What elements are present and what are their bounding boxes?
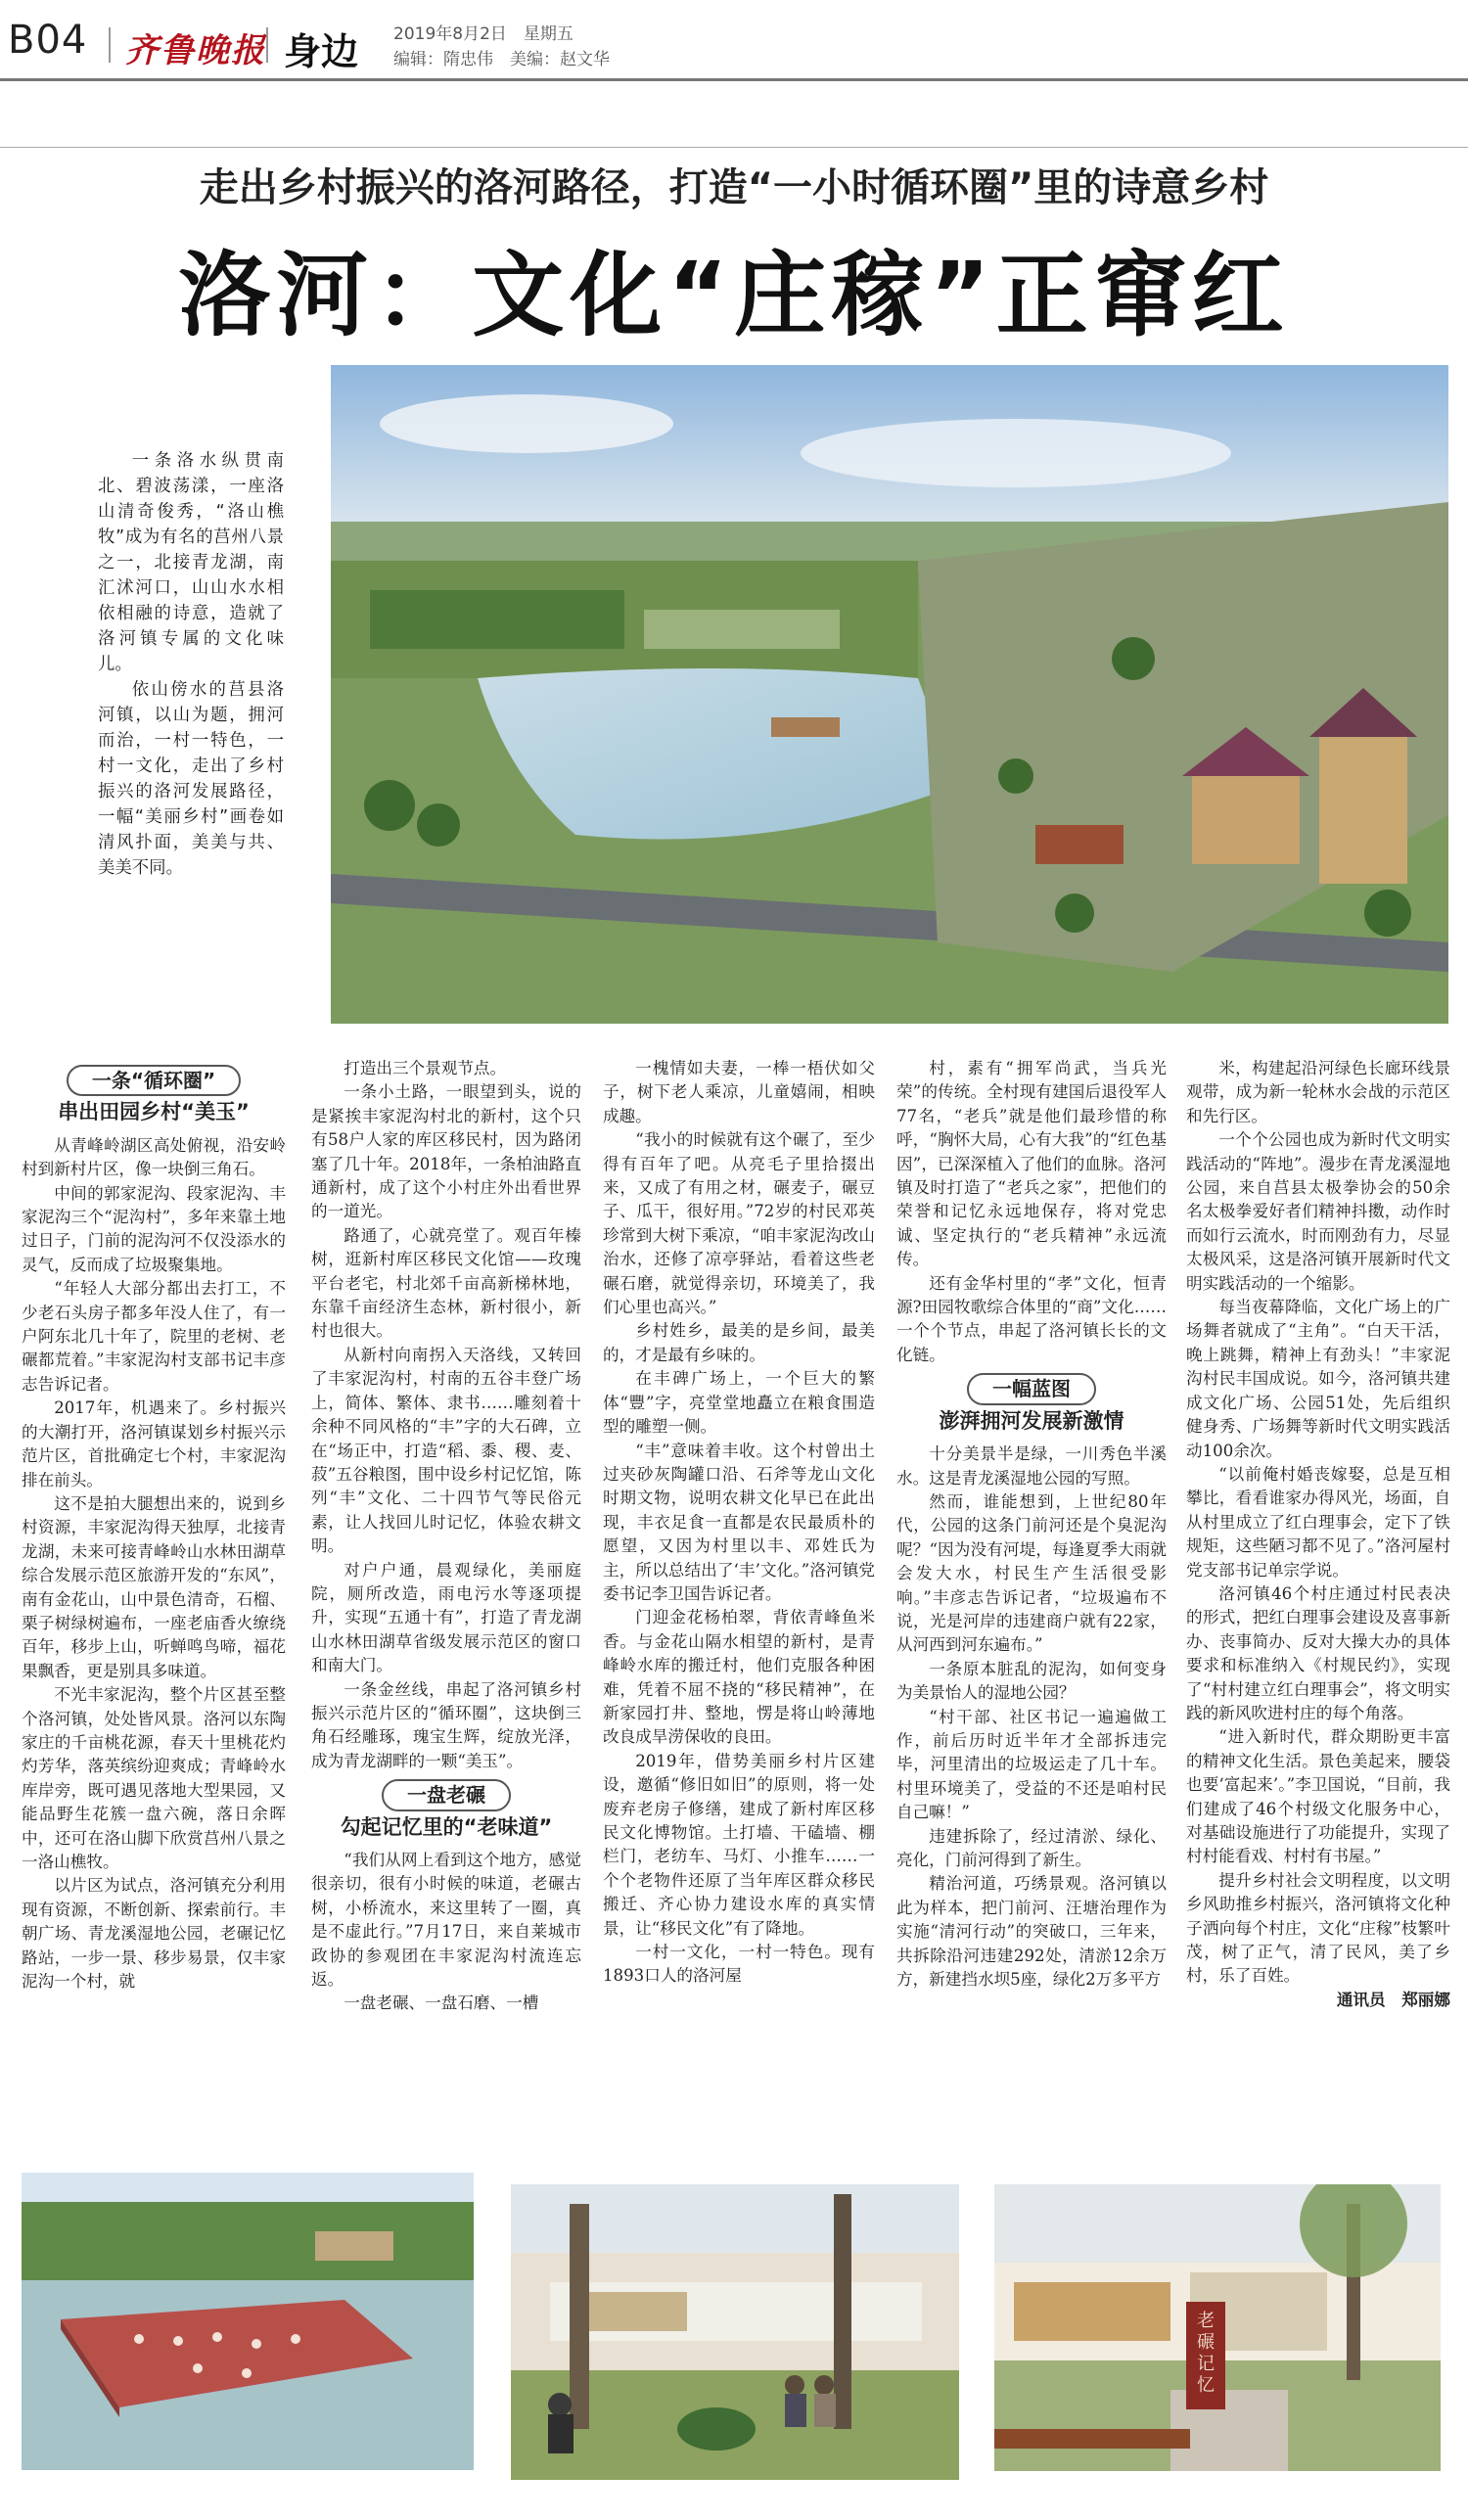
lead-paragraph: 依山傍水的莒县洛河镇，以山为题，拥河而治，一村一特色，一村一文化，走出了乡村振兴的洛河发展路径，一幅“美丽乡村”画卷如清风扑面，美美与共、美美不同。 [98,680,284,878]
body-paragraph: 十分美景半是绿，一川秀色半溪水。这是青龙溪湿地公园的写照。 [896,1444,1167,1488]
article-column-4 [896,1057,1167,1992]
issue-date: 2019年8月2日 星期五 [393,24,573,44]
byline: 通讯员 郑丽娜 [1336,1990,1450,2009]
body-paragraph: 从新村向南拐入天洛线，又转回了丰家泥沟村，村南的五谷丰登广场上，简体、繁体、隶书……雕刻着十余种不同风格的“丰”字的大石碑，立在“场正中，打造“稻、黍、稷、麦、菽”五谷粮图，围中设乡村记忆馆，陈列“丰”文化、二十四节气等民俗元素，让人找回儿时记忆，体验农耕文明。 [311,1345,581,1556]
tai-chi-image [22,2173,474,2470]
body-paragraph: 然而，谁能想到，上世纪80年代，公园的这条门前河还是个臭泥沟呢？“因为没有河堤，每逢夏季大雨就会发大水，村民生产生活很受影响。”丰彦志告诉记者，“垃圾遍布不说，光是河岸的违建商户就有22家，从河西到河东遍布。” [896,1491,1167,1655]
title-rule [0,147,1468,148]
section-subhead [22,1065,286,1124]
body-paragraph: 这不是拍大腿想出来的，说到乡村资源，丰家泥沟得天独厚，北接青龙湖，未来可接青峰岭山水林田湖草综合发展示范区旅游开发的“东风”，南有金花山，山中景色清奇，石榴、栗子树绿树遍布，一座老庙香火缭绕百年，移步上山，听蝉鸣鸟啼，福花果飘香，更是别具多味道。 [22,1493,286,1680]
page-number: B04 [8,18,88,63]
aerial-village-image [331,365,1448,1024]
body-paragraph: 门迎金花杨柏翠，背依青峰鱼米香。与金花山隔水相望的新村，是青峰岭水库的搬迁村，他们克服各种困难，凭着不屈不挠的“移民精神”，在新家园打井、整地，愣是将山岭薄地改良成旱涝保收的良田。 [603,1608,875,1747]
body-paragraph: 一槐情如夫妻，一棒一梧伏如父子，树下老人乘凉，儿童嬉闹，相映成趣。 [603,1059,875,1125]
body-paragraph: 一村一文化，一村一特色。现有1893口人的洛河屋 [603,1943,875,1986]
header-divider [109,27,111,63]
subhead-line: 勾起记忆里的“老味道” [340,1814,553,1839]
photo-tai-chi-platform [22,2173,474,2470]
headline-subtitle: 走出乡村振兴的洛河路径，打造“一小时循环圈”里的诗意乡村 [199,165,1269,210]
lead-paragraph: 一条洛水纵贯南北、碧波荡漾，一座洛山清奇俊秀，“洛山樵牧”成为有名的莒州八景之一，北接青龙湖，南汇沭河口，山山水水相依相融的诗意，造就了洛河镇专属的文化味儿。 [98,451,284,674]
subhead-line: 串出田园乡村“美玉” [58,1100,250,1124]
museum-courtyard-image [994,2184,1441,2471]
article-column-3 [603,1057,875,1989]
body-paragraph: “年轻人大部分都出去打工，不少老石头房子都多年没人住了，有一户阿东北几十年了，院里的老树、老碾都荒着。”丰家泥沟村支部书记丰彦志告诉记者。 [22,1279,286,1394]
header-divider [266,27,268,63]
millstone-image [511,2184,959,2480]
section-name: 身边 [284,30,359,73]
body-paragraph: 乡村姓乡，最美的是乡间，最美的，才是最有乡味的。 [603,1321,875,1364]
body-paragraph: 一条原本脏乱的泥沟，如何变身为美景怡人的湿地公园？ [896,1659,1167,1703]
body-paragraph: 一条小土路，一眼望到头，说的是紧挨丰家泥沟村北的新村，这个只有58户人家的库区移民村，因为路闭塞了几十年。2018年，一条柏油路直通新村，成了这个小村庄外出看世界的一道光。 [311,1082,581,1221]
body-paragraph: 从青峰岭湖区高处俯视，沿安岭村到新村片区，像一块倒三角石。 [22,1135,286,1179]
body-paragraph: 洛河镇46个村庄通过村民表决的形式，把红白理事会建设及喜事新办、丧事简办、反对大操大办的具体要求和标准纳入《村规民约》，实现了“村村建立红白理事会”，将文明实践的新风吹进村庄的每个角落。 [1186,1583,1450,1722]
newspaper-logo: 齐鲁晚报 [125,31,266,70]
memory-sign-text-1: 老碾记忆 [1197,2311,1215,2396]
body-paragraph: 在丰碑广场上，一个巨大的繁体“豐”字，亮堂堂地矗立在粮食围造型的雕塑一侧。 [603,1369,875,1437]
header-rule [0,78,1468,81]
body-paragraph: 提升乡村社会文明程度，以文明乡风助推乡村振兴，洛河镇将文化种子洒向每个村庄，文化“庄稼”枝繁叶茂，树了正气，清了民风，美了乡村，乐了百姓。 [1186,1870,1450,1986]
body-paragraph: 一个个公园也成为新时代文明实践活动的“阵地”。漫步在青龙溪湿地公园，来自莒县太极拳协会的50余名太极拳爱好者们精神抖擞，动作时而如行云流水，时而刚劲有力，尽显太极风采，这是洛河镇开展新时代文明实践活动的一个缩影。 [1186,1130,1450,1293]
body-paragraph: 米，构建起沿河绿色长廊环线景观带，成为新一轮林水会战的示范区和先行区。 [1186,1059,1450,1125]
headline-title: 洛河：文化“庄稼”正窜红 [178,243,1290,349]
body-paragraph: “村干部、社区书记一遍遍做工作，前后历时近半年才全部拆违完毕，河里清出的垃圾运走了几十车。村里环境美了，受益的不还是咱村民自己嘛！” [896,1707,1167,1822]
body-paragraph: “进入新时代，群众期盼更丰富的精神文化生活。景色美起来，腰袋也要‘富起来’。”李卫国说，“目前，我们建成了46个村级文化服务中心，对基础设施进行了功能提升，实现了村村能看戏、村村有书屋。” [1186,1727,1450,1866]
body-paragraph: 2019年，借势美丽乡村片区建设，邀循“修旧如旧”的原则，将一处废弃老房子修缮，建成了新村库区移民文化博物馆。土打墙、干磕墙、棚栏门，老纺车、马灯、小推车……一个个老物件还原了当年库区群众移民搬迁、齐心协力建设水库的真实情景，让“移民文化”有了降地。 [603,1751,875,1938]
body-paragraph: “丰”意味着丰收。这个村曾出土过夹砂灰陶罐口沿、石斧等龙山文化时期文物，说明农耕文化早已在此出现，丰衣足食一直都是农民最质朴的愿望，又因为村里以丰、邓姓氏为主，所以总结出了‘丰’文化。”洛河镇党委书记李卫国告诉记者。 [603,1441,875,1603]
body-paragraph: 一条金丝线，串起了洛河镇乡村振兴示范片区的“循环圈”，这块倒三角石经雕琢，瑰宝生辉，绽放光泽，成为青龙湖畔的一颗“美玉”。 [311,1679,581,1770]
section-subhead [311,1779,581,1839]
body-paragraph: “我小的时候就有这个碾了，至少得有百年了吧。从亮毛子里拾掇出来，又成了有用之材，碾麦子，碾豆子、瓜干，很好用。”72岁的村民邓英珍常到大树下乘凉，“咱丰家泥沟改山治水，还修了凉亭驿站，看着这些老碾石磨，就觉得亲切，环境美了，我们心里也高兴。” [603,1130,875,1317]
article-column-5 [1186,1057,1450,2012]
body-paragraph: 村，素有“拥军尚武，当兵光荣”的传统。全村现有建国后退役军人77名，“老兵”就是他们最珍惜的称呼，“胸怀大局，心有大我”的“红色基因”，已深深植入了他们的血脉。洛河镇及时打造了“老兵之家”，把他们的荣誉和记忆永远地保存，将对党忠诚、坚定执行的“老兵精神”永远流传。 [896,1059,1167,1269]
editor-credits: 编辑：隋忠伟 美编：赵文华 [393,50,610,69]
body-paragraph: 一盘老碾、一盘石磨、一槽 [344,1993,539,2013]
body-paragraph: 路通了，心就亮堂了。观百年榛树，逛新村库区移民文化馆——玫瑰平台老宅，村北郊千亩高新梯林地，东靠千亩经济生态林，新村很小，新村也很大。 [311,1225,581,1341]
body-paragraph: 还有金华村里的“孝”文化，恒青源?田园牧歌综合体里的“商”文化……一个个节点，串起了洛河镇长长的文化链。 [896,1273,1167,1364]
photo-memory-museum [994,2184,1441,2471]
photo-old-millstone [511,2184,959,2480]
body-paragraph: 中间的郭家泥沟、段家泥沟、丰家泥沟三个“泥沟村”，多年来靠土地过日子，门前的泥沟河不仅没添水的灵气，反而成了垃圾聚集地。 [22,1183,286,1274]
body-paragraph: 打造出三个景观节点。 [344,1059,507,1077]
body-paragraph: 不光丰家泥沟，整个片区甚至整个洛河镇，处处皆风景。洛河以东陶家庄的千亩桃花源，春天十里桃花灼灼芳华，落英缤纷迎爽成；青峰岭水库岸旁，既可遇见落地大型果园，又能品野生花簇一盘六碗，落日余晖中，还可在洛山脚下欣赏莒州八景之一洛山樵牧。 [22,1685,286,1871]
body-paragraph: 以片区为试点，洛河镇充分利用现有资源，不断创新、探索前行。丰朝广场、青龙溪湿地公园，老碾记忆路站，一步一景、移步易景，仅丰家泥沟一个村，就 [22,1876,286,1992]
hero-photo [331,365,1448,1024]
body-paragraph: 精治河道，巧绣景观。洛河镇以此为样本，把门前河、汪塘治理作为实施“清河行动”的突破口，三年来，共拆除沿河违建292处，清淤12余万方，新建挡水坝5座，绿化2万多平方 [896,1874,1167,1990]
body-paragraph: “我们从网上看到这个地方，感觉很亲切，很有小时候的味道，老碾古树，小桥流水，来这里转了一圈，真是不虚此行。”7月17日，来自莱城市政协的参观团在丰家泥沟村流连忘返。 [311,1851,581,1990]
section-subhead [896,1373,1167,1433]
subhead-tab: 一盘老碾 [382,1779,511,1810]
body-paragraph: “以前俺村婚丧嫁娶，总是互相攀比，看看谁家办得风光，场面，自从村里成立了红白理事会，定下了铁规矩，这些陋习都不见了。”洛河屋村党支部书记单宗学说。 [1186,1464,1450,1580]
article-column-2 [311,1057,581,2016]
body-paragraph: 2017年，机遇来了。乡村振兴的大潮打开，洛河镇谋划乡村振兴示范片区，首批确定七个村，丰家泥沟排在前头。 [22,1398,286,1489]
lead-text [98,448,284,881]
body-paragraph: 违建拆除了，经过清淤、绿化、亮化，门前河得到了新生。 [896,1826,1167,1869]
article-column-1 [22,1059,286,1993]
subhead-line: 澎湃拥河发展新激情 [939,1408,1124,1433]
subhead-tab: 一幅蓝图 [967,1373,1096,1404]
body-paragraph: 对户户通，晨观绿化，美丽庭院，厕所改造，雨电污水等逐项提升，实现“五通十有”，打造了青龙湖山水林田湖草省级发展示范区的窗口和南大门。 [311,1560,581,1675]
body-paragraph: 每当夜幕降临，文化广场上的广场舞者就成了“主角”。“白天干活，晚上跳舞，精神上有劲头！”丰家泥沟村民丰国成说。如今，洛河镇共建成文化广场、公园51处，先后组织健身秀、广场舞等新时代文明实践活动100余次。 [1186,1298,1450,1460]
subhead-tab: 一条“循环圈” [67,1065,241,1096]
